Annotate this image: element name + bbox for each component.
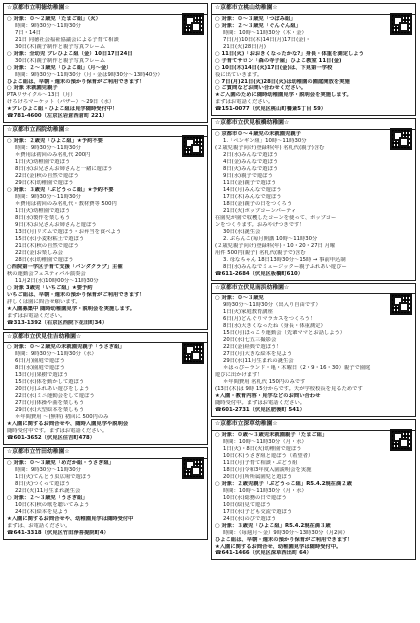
qr-code-icon — [390, 429, 412, 451]
info-line: ○ 対象：０～３歳児 — [215, 295, 264, 302]
kindergarten-title: ☆京都市立竹田幼稚園☆ — [4, 448, 207, 459]
info-line: 時間：9時30分～11時30分 — [15, 193, 81, 200]
info-line: 1.「ペンギン組」10時～11時30分 — [223, 138, 307, 145]
contact-phone: ☎601-2731（伏見区肥後町 541） — [215, 407, 305, 414]
info-line: 11日(月)子育て相談・ぶどう組 — [223, 459, 298, 466]
info-line: 8日(水)みんなでミュージックー親子ふれあい遊びー — [223, 263, 347, 270]
kindergarten-box — [3, 3, 208, 123]
info-line: ○ 対象：０～３歳児「めだか組・うさぎ組」 — [7, 459, 115, 466]
info-line: ○ 対象：０歳～３歳児未就園親子「たまご組」 — [215, 431, 328, 438]
info-line: 6日(月)どんぐりマラカスをつくろう！ — [223, 316, 316, 323]
info-line: 21日(火)28日(月) — [223, 43, 266, 50]
info-line: 21日 同徳社会福祉協議会による子育て相談 — [15, 36, 119, 43]
info-line: 29日(水)大型絵本を楽しもう — [15, 407, 85, 414]
kindergarten-box — [211, 118, 416, 280]
contact-phone: ☎611-2684（伏見区板橋町610） — [215, 270, 304, 277]
contact-phone: ☎601-3652（伏見区住吉町478） — [7, 435, 96, 442]
info-line: いちご組は、早朝・週末の預かり保育がご利用できます！ — [7, 291, 145, 298]
info-line: 時間：9時30分～11時30分 — [15, 22, 81, 29]
qr-code-icon — [182, 457, 204, 479]
info-line: ○ 対象：０～３歳児「つぼみ組」 — [215, 15, 296, 22]
info-line: 3. 母なちゃん 18日13時30分～15時 → 事前申込制 — [223, 256, 346, 263]
info-line: ★入園に関するお問合せ、幼稚園見学は随時受付中。 — [215, 543, 342, 550]
info-line: 21日(木)秋の自然で遊ぼう — [15, 242, 79, 249]
info-line: ○ 10日(木)14日(火)17日(金)は、下見第一学校 — [215, 64, 333, 71]
info-line: 1日(火)家庭教育講座 — [223, 309, 273, 316]
info-line: 22日(金)お楽しみ会 — [15, 249, 63, 256]
info-line: 30日(水)誕生会 — [223, 228, 261, 235]
info-line: 9時30分～11時30分（出入り自由です） — [223, 302, 321, 309]
kindergarten-box — [211, 3, 416, 116]
info-line: 10日(木)うさぎ組と遊ぼう（希望者） — [223, 452, 314, 459]
info-line: 2日(水)みんなで遊ぼう — [223, 152, 279, 159]
info-line: 時間：10時～11時30分（月・水） — [223, 438, 307, 445]
info-line: 29日(木)幼稚園で遊ぼう — [15, 179, 74, 186]
info-line: PTAリサイクル～13日（月） — [7, 92, 76, 99]
info-line: 7日(月)10日(木)14日(月)17日(金)・ — [223, 36, 311, 43]
info-line: ○ 対象：２～３歳児「うさぎ組」 — [7, 494, 88, 501]
info-line: 随時受付中です。まずはお電話ください。 — [7, 428, 108, 435]
info-line: ひよこ組は、早朝・週末の預かり保育がご利用できます！ — [215, 536, 353, 543]
info-line: 30日(木)親子制作と親子写真フレーム — [15, 43, 106, 50]
contact-phone: ☎641-1466（伏見区深草西出町 64） — [215, 550, 312, 557]
kindergarten-title: ☆京都市立明徳幼稚園☆ — [4, 4, 207, 15]
info-line: 時間：9時30分～11時30分 — [15, 466, 81, 473]
info-line: ○ 対象：０～２歳児「たまご組」（火） — [7, 15, 101, 22]
info-line: 2. ぶらんこ(毎月開講 10時～11時30分 — [223, 235, 318, 242]
info-line: 9日(木)お兄さんお姉さんと遊ぼう — [15, 221, 97, 228]
info-line: 8日(水)お兄さんお姉さんと一緒に遊ぼう — [15, 165, 113, 172]
info-line: 22日(金)経典で遊ぼう！ — [223, 344, 282, 351]
info-line: 17日(木)みんなで遊ぼう — [223, 193, 282, 200]
info-line: ○ 対象：２～３歳児「ひよこ組」（月～金） — [7, 64, 112, 71]
info-line: 10日(水)総務の日で遊ぼう — [223, 494, 287, 501]
kindergarten-title: ☆京都市立西院幼稚園☆ — [4, 126, 207, 137]
info-line: 11日(金)親子で遊ぼう — [223, 179, 277, 186]
kindergarten-box — [3, 332, 208, 445]
info-line: 6日(月)園庭で遊ぼう — [15, 358, 65, 365]
contact-phone: ☎151-0077（伏見区桃山町養斎5丁目 59） — [215, 106, 327, 113]
info-line: ○ 11日(火)「おおきくなったかな?」身長・体重を測定しよう — [215, 50, 364, 57]
info-line: 13日(月)リズムで遊ぼう・お弁当を食べよう — [15, 228, 122, 235]
info-line: 8日(水)製作を楽しもう — [15, 214, 71, 221]
kindergarten-title: ☆京都市立伏見南浜幼稚園☆ — [212, 284, 415, 295]
info-line: ひよこ組は、早朝・週末の預かり保育がご利用できます！ — [7, 78, 145, 85]
contact-phone: ☎313-1392（右京区西院下花田町34） — [7, 319, 108, 326]
info-line: ＊年間費用 ～(無料) 初回に 500円のみ — [15, 414, 109, 421]
info-line: ★入園に関するお問合せや、随時入園見学や説明会 — [7, 421, 129, 428]
info-line: ○ 対象 3歳児「いちご組」★要予約 — [7, 284, 93, 291]
info-line: 時間：9時30分～11時30分（水） — [15, 351, 97, 358]
info-line: 8日(水)大きくなったね（身長・体重測定） — [223, 323, 326, 330]
info-line: 8日(火)つくって遊ぼう — [15, 480, 71, 487]
info-line: 11月2日(水)10時00分～11時30分 — [15, 277, 99, 284]
info-line: 10日(絵)見て遊ぼう — [223, 501, 271, 508]
info-line: 時間：10時～11時30分（木・金） — [223, 29, 307, 36]
info-line: 時間：9時30分～11時30分 — [15, 145, 81, 152]
info-line: 15日(月)ほっこり運動会（先輩ママとお話しよう） — [223, 330, 346, 337]
info-line: (13日(木)は 9時 15分からです。天が学校校長を見るためです — [215, 386, 363, 393]
left-column — [3, 3, 208, 620]
kindergarten-title: ☆京都市立深草幼稚園☆ — [212, 420, 415, 431]
info-line: ○ 対象：３歳児「ひよこ組」R5.4.2現在満３歳 — [215, 522, 331, 529]
info-line: 30日(木)親子制作と親子写真フレーム — [15, 57, 106, 64]
info-line: 22日(水)ミニ運動会をして遊ぼう — [15, 393, 95, 400]
info-line: 遊びに出かけます！ — [215, 372, 263, 379]
info-line: ＊費用は初回のみ名札代 200円 — [15, 152, 91, 159]
info-line: ○ 子育てサロン「森の寺子屋」ひよこ教室 11日(金) — [215, 57, 342, 64]
info-line: ＊費用は初回のみ名札代・教材費等 500円 — [15, 200, 117, 207]
info-line: ○ 対象：２歳児親子「ぶどうっこ組」R5.4.2現在満２歳 — [215, 480, 352, 487]
info-line: 24日(木)絵本を見よう — [15, 508, 69, 515]
info-line: ○ 対象：３歳児「ぶどうっこ組」★予約不要 — [7, 186, 114, 193]
info-line: 29日(水)11月生まれの誕生会 — [223, 358, 294, 365]
info-line: ＊はっぴーランド・亀・木曜日（2・9・16・30）親子で園庭 — [223, 365, 371, 372]
info-line: 4日(金)みんなで遊ぼう — [223, 159, 279, 165]
kindergarten-title: ☆京都市立伏見板橋幼稚園☆ — [212, 119, 415, 130]
info-line: ○ 対象：２歳児「ひよこ組」★予約不要 — [7, 138, 103, 145]
qr-code-icon — [182, 342, 204, 364]
info-line: ★入園に関するお問合せや、幼稚園見学は随時受付中 — [7, 515, 134, 522]
info-line: まずはお電話ください。 — [7, 312, 66, 319]
info-line: ○ 対象：２～３歳児「ぐんぐん組」 — [215, 22, 301, 29]
info-line: ○ 京都市０～４歳児の未就園児親子 — [215, 131, 301, 138]
info-line: 時間：10時～11時30分（月・水） — [223, 487, 307, 494]
info-line: 20日(月)ふれあい遊びをしよう — [15, 386, 90, 393]
info-line: けろけろマーケット（バザー）～29日（水） — [7, 99, 115, 106]
info-line: 詳しくは園に問合せ願います。 — [7, 298, 81, 305]
info-line: 22日(火)11月生まれ誕生会 — [15, 487, 81, 494]
info-line: 1日(火)幼稚園で遊ぼう — [15, 207, 71, 214]
info-line: ○ 対象 未就園児親子 — [7, 85, 58, 92]
info-line: 8日(水)園庭で遊ぼう — [15, 365, 65, 372]
info-line: 時間：9時30分～11時30分（月・金は9時30分～13時40分） — [15, 71, 163, 78]
qr-code-icon — [182, 135, 204, 157]
contact-phone: ☎781-4600（左京区岩倉西倉町 221） — [7, 113, 108, 120]
contact-phone: ☎641-3318（伏見区竹田浄菩提院町4） — [7, 529, 109, 536]
info-line: 24日(水)のびで遊ぼう — [223, 515, 277, 522]
info-line: 役に出ていきます。 — [215, 71, 263, 78]
info-line: 21日(火)ポップコーンパーティ — [223, 207, 297, 214]
info-line: 1日(火)・8日(火)幼稚園で遊ぼう — [223, 445, 302, 452]
info-line: ★入園募集中 随時幼稚園見学・説明会を実施します。 — [7, 305, 135, 312]
info-line: ○ 対象：全幼児 プレひよこ組（金）10日17日24日 — [7, 50, 133, 57]
info-line: ○ 対象：０～２歳児の未就園児親子「うさぎ組」 — [7, 344, 125, 351]
info-line: (２歳児親子向け)登録料(年)・10・20・27日 月曜 — [215, 242, 336, 249]
info-line: 15日(水)体を動かして遊ぼう — [15, 379, 85, 386]
info-line: 1日(火)てんとう虫広場で遊ぼう — [15, 473, 92, 480]
qr-code-icon — [390, 293, 412, 315]
info-line: まずは、お電話ください。 — [7, 522, 71, 529]
info-line: 17日(水)子ども交流で遊ぼう — [223, 508, 293, 515]
right-column — [211, 3, 416, 620]
info-line: 14日(月)みんなで遊ぼう — [223, 186, 282, 193]
info-line: ○西院第一学区子育て支援「バンダクラブ」主催 — [7, 263, 123, 270]
info-line: ンをつくります。おみやげつきです！ — [215, 221, 305, 228]
info-line: 15日(水)小麦粉粘土で遊ぼう — [15, 235, 85, 242]
info-line: 8日(火)みんなで遊ぼう — [223, 165, 279, 172]
info-line: (２歳児親子向け)登録料(年) 名札代(親子)含む — [215, 145, 325, 152]
info-line: 時間：（毎週月～金）9時30分～13時30分（月2回） — [223, 529, 348, 536]
info-line: 随時受付中。まずはお電話ください。 — [215, 400, 306, 407]
info-line: 27日(月)体操や曲を楽しもう — [15, 400, 85, 407]
info-line: 7日・14日 — [15, 29, 42, 36]
qr-code-icon — [390, 13, 412, 35]
info-line: 用件 500円(親子) 名札代(親子で)含む — [215, 249, 306, 256]
info-line: 20日(月)所所属園児と遊ぼう — [223, 473, 293, 480]
qr-code-icon — [390, 128, 412, 150]
info-line: 18日(金)親子の日をつくろう — [223, 200, 293, 207]
kindergarten-box — [3, 125, 208, 329]
info-line: 18日(月)令和3年度入園説明会を実施 — [223, 466, 312, 473]
info-line: ○ 7日(月)21日(火)28日(火)は幼稚園の園庭開放を実施 — [215, 78, 350, 85]
info-line: 9日(水)親子で遊ぼう — [223, 172, 273, 179]
info-line: 22日(金)秋の自然で遊ぼう — [15, 172, 79, 179]
info-line: ★ご入園のために随時幼稚園見学・説明会を実施します。 — [215, 92, 352, 99]
info-line: 10日(木)秋の歌を聴いてみよう — [15, 501, 90, 508]
info-line: ★プレひよこ組・ひよこ組は見学随時受付中！ — [7, 106, 118, 113]
kindergarten-box — [211, 283, 416, 417]
kindergarten-title: ☆京都市立伏見住吉幼稚園☆ — [4, 333, 207, 344]
info-line: 28日(水)幼稚園で遊ぼう — [15, 256, 74, 263]
info-line: 27日(月)大きな絵本を見よう — [223, 351, 293, 358]
info-line: 20日(水)七五三撮影会 — [223, 337, 277, 344]
info-line: まずはお電話ください。 — [215, 99, 274, 106]
kindergarten-box — [3, 447, 208, 539]
info-line: 秋の運動会フェスティバル演奏会 — [7, 270, 86, 277]
info-line: ○ ご質問などお問い合わせください。 — [215, 85, 307, 92]
info-line: 1日(火)幼稚園で遊ぼう — [15, 159, 71, 165]
kindergarten-box — [211, 419, 416, 560]
info-line: ＊年間費用 名札代 150円のみです — [223, 379, 306, 386]
info-line: 13日(月)果樹で遊ぼう — [15, 372, 69, 379]
qr-code-icon — [182, 13, 204, 35]
info-line: 在園児が園で収穫したコーンを使って、ポップコー — [215, 214, 337, 221]
kindergarten-title: ☆京都市立桃山幼稚園☆ — [212, 4, 415, 15]
info-line: ★入園・教育内容・見学などのお問い合わせ — [215, 393, 321, 400]
